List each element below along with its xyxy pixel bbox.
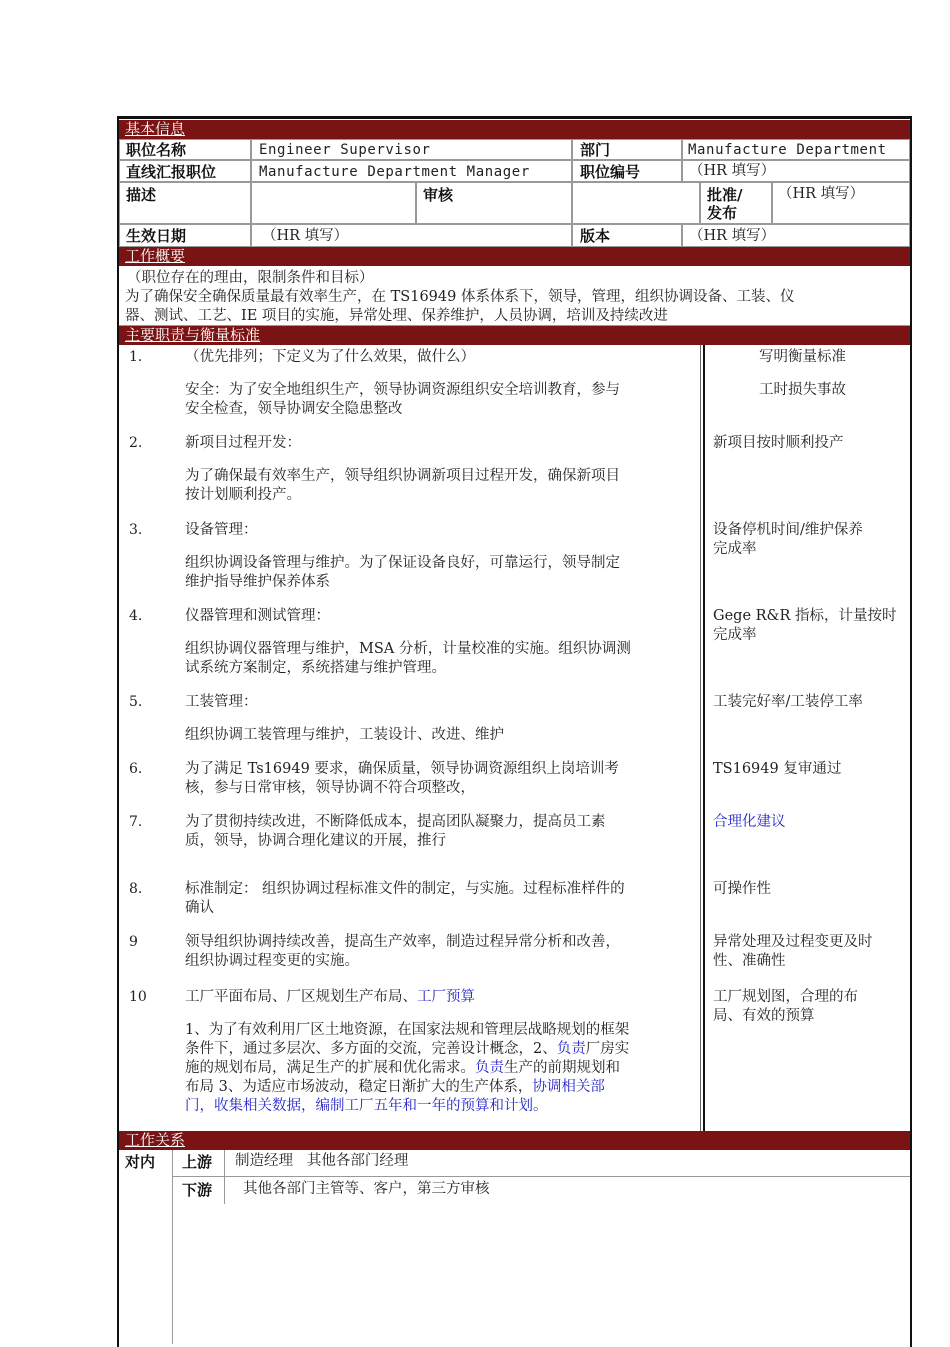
- report-to-label-cell: [119, 160, 251, 182]
- duty-10-line-4a: 布局 3、为适应市场波动，稳定日渐扩大的生产体系，: [185, 1079, 533, 1095]
- description-value-cell: [251, 182, 416, 224]
- duty-10-line-4: [185, 1078, 605, 1097]
- duty-8-line-2: 确认: [185, 900, 214, 916]
- duty-8-line-1: 标准制定： 组织协调过程标准文件的制定，与实施。过程标准样件的: [185, 881, 625, 897]
- duty-num-5: 5.: [129, 694, 143, 710]
- review-label-cell: [416, 182, 572, 224]
- duty-9-line-1: 领导组织协调持续改善，提高生产效率，制造过程异常分析和改善，: [185, 934, 620, 950]
- summary-band: [119, 247, 910, 266]
- downstream-value: 其他各部门主管等、客户，第三方审核: [243, 1181, 490, 1197]
- duty-9-measure-line-2: 性、准确性: [713, 953, 786, 969]
- duty-10-line-4b: 协调相关部: [532, 1079, 605, 1095]
- duty-10-line-3: [185, 1059, 620, 1078]
- summary-line-1: （职位存在的理由，限制条件和目标）: [127, 270, 374, 286]
- duty-10-line-3a: 施的规划布局，满足生产的扩展和优化需求。: [185, 1060, 475, 1076]
- duty-9-line-2: 组织协调过程变更的实施。: [185, 953, 359, 969]
- report-to-value: Manufacture Department Manager: [259, 164, 530, 180]
- summary-title: 工作概要: [125, 247, 186, 265]
- position-code-label: 职位编号: [580, 163, 641, 181]
- summary-box: [119, 266, 910, 326]
- duty-3-measure-line-2: 完成率: [713, 541, 757, 557]
- duty-num-2: 2.: [129, 435, 143, 451]
- position-name-value: Engineer Supervisor: [259, 142, 431, 158]
- duty-10-line-1: 1、为了有效利用厂区土地资源，在国家法规和管理层战略规划的框架: [185, 1022, 630, 1038]
- description-label-cell: [119, 182, 251, 224]
- position-code-value-cell: [682, 160, 910, 182]
- duties-band: [119, 326, 910, 345]
- duty-7-line-2: 质，领导，协调合理化建议的开展，推行: [185, 833, 446, 849]
- duty-10-line-3c: 生产的前期规划和: [504, 1060, 620, 1076]
- duty-num-1: 1.: [129, 349, 143, 365]
- department-label-cell: [572, 139, 682, 160]
- basic-info-title: 基本信息: [125, 120, 186, 138]
- duty-10-line-2a: 条件下，通过多层次、多方面的交流，完善设计概念，2、: [185, 1041, 557, 1057]
- duty-9-measure-line-1: 异常处理及过程变更及时: [713, 934, 873, 950]
- duty-2-line-2: 按计划顺利投产。: [185, 487, 301, 503]
- approve-label-cell: [700, 182, 772, 224]
- duty-2-measure: 新项目按时顺利投产: [713, 435, 844, 451]
- version-value-cell: [682, 224, 910, 247]
- position-name-value-cell: [251, 139, 572, 160]
- duty-1-measure: 工时损失事故: [759, 382, 846, 398]
- duty-6-line-1: 为了满足 Ts16949 要求，确保质量，领导协调资源组织上岗培训考: [185, 761, 619, 777]
- duty-10-measure-line-2: 局、有效的预算: [713, 1008, 815, 1024]
- position-name-label-cell: [119, 139, 251, 160]
- version-label-cell: [572, 224, 682, 247]
- version-label: 版本: [580, 227, 611, 245]
- downstream-label: 下游: [182, 1181, 213, 1199]
- duty-10-line-2: [185, 1040, 629, 1059]
- duty-2-line-1: 为了确保最有效率生产，领导组织协调新项目过程开发，确保新项目: [185, 468, 620, 484]
- upstream-value: 制造经理 其他各部门经理: [235, 1153, 409, 1169]
- duty-num-7: 7.: [129, 814, 143, 830]
- duty-2-title: 新项目过程开发：: [185, 435, 301, 451]
- description-label: 描述: [126, 186, 157, 204]
- duty-3-line-1: 组织协调设备管理与维护。为了保证设备良好，可靠运行，领导制定: [185, 555, 620, 571]
- relations-band: [119, 1131, 910, 1150]
- duty-num-4: 4.: [129, 608, 143, 624]
- department-value-cell: [682, 139, 910, 160]
- relations-divider-2: [224, 1150, 225, 1204]
- duty-4-measure-line-2: 完成率: [713, 627, 757, 643]
- duty-num-9: 9: [129, 934, 138, 950]
- department-label: 部门: [580, 141, 611, 159]
- duty-8-measure: 可操作性: [713, 881, 771, 897]
- position-code-value: （HR 填写）: [689, 163, 776, 179]
- approve-label-line1: 批准/: [707, 186, 743, 204]
- duty-4-measure-line-1: Gege R&R 指标，计量按时: [713, 608, 897, 624]
- duties-header-measure: 写明衡量标准: [759, 349, 846, 365]
- relations-divider-1: [172, 1150, 173, 1344]
- report-to-value-cell: [251, 160, 572, 182]
- position-name-label: 职位名称: [126, 141, 187, 159]
- internal-label: 对内: [125, 1153, 156, 1171]
- duty-10-line-3b: 负责: [475, 1060, 504, 1076]
- duty-10-measure-line-1: 工厂规划图，合理的布: [713, 989, 858, 1005]
- version-value: （HR 填写）: [689, 228, 776, 244]
- duty-10-line-5: 门，收集相关数据，编制工厂五年和一年的预算和计划。: [185, 1098, 548, 1114]
- duty-6-line-2: 核，参与日常审核，领导协调不符合项整改，: [185, 780, 475, 796]
- duty-10-line-2b: 负责: [556, 1041, 586, 1057]
- duty-4-line-2: 试系统方案制定，系统搭建与维护管理。: [185, 660, 446, 676]
- duty-10-line-2c: 厂房实: [585, 1041, 630, 1057]
- effective-date-label: 生效日期: [126, 227, 187, 245]
- position-code-label-cell: [572, 160, 682, 182]
- duty-3-measure-line-1: 设备停机时间/维护保养: [713, 522, 863, 538]
- duties-divider-left: [700, 345, 701, 1131]
- duty-6-measure: TS16949 复审通过: [713, 761, 842, 777]
- duty-10-title-b: 工厂预算: [417, 989, 475, 1005]
- duty-10-title: [185, 988, 475, 1007]
- relations-table: [119, 1150, 910, 1344]
- duty-num-6: 6.: [129, 761, 143, 777]
- duty-4-line-1: 组织协调仪器管理与维护，MSA 分析，计量校准的实施。组织协调测: [185, 641, 631, 657]
- duty-5-title: 工装管理：: [185, 694, 258, 710]
- duty-7-measure: 合理化建议: [713, 814, 786, 830]
- approve-label-line2: 发布: [707, 204, 738, 222]
- effective-date-value-cell: [251, 224, 572, 247]
- duty-3-title: 设备管理：: [185, 522, 258, 538]
- duty-1-line-2: 安全检查，领导协调安全隐患整改: [185, 401, 403, 417]
- summary-line-2: 为了确保安全确保质量最有效率生产，在 TS16949 体系体系下，领导，管理，组织协调设备、工装、仪: [125, 289, 795, 305]
- duty-7-line-1: 为了贯彻持续改进，不断降低成本，提高团队凝聚力，提高员工素: [185, 814, 606, 830]
- duties-title: 主要职责与衡量标准: [125, 326, 261, 344]
- duties-table: [119, 345, 910, 1131]
- duty-num-3: 3.: [129, 522, 143, 538]
- duty-3-line-2: 维护指导维护保养体系: [185, 574, 330, 590]
- duties-header-text: （优先排列；下定义为了什么效果，做什么）: [185, 349, 475, 365]
- effective-date-value: （HR 填写）: [262, 228, 349, 244]
- relations-row-divider: [172, 1176, 910, 1177]
- department-value: Manufacture Department: [688, 142, 887, 158]
- report-to-label: 直线汇报职位: [126, 163, 217, 181]
- duty-4-title: 仪器管理和测试管理：: [185, 608, 330, 624]
- relations-title: 工作关系: [125, 1131, 186, 1149]
- effective-date-label-cell: [119, 224, 251, 247]
- duty-10-title-a: 工厂平面布局、厂区规划生产布局、: [185, 989, 417, 1005]
- duties-divider-right: [703, 345, 705, 1131]
- duty-1-line-1: 安全：为了安全地组织生产，领导协调资源组织安全培训教育，参与: [185, 382, 620, 398]
- basic-info-band: [119, 120, 910, 139]
- duty-5-line-1: 组织协调工装管理与维护，工装设计、改进、维护: [185, 727, 504, 743]
- upstream-label: 上游: [182, 1153, 213, 1171]
- approve-value-cell: [772, 182, 910, 224]
- duty-num-8: 8.: [129, 881, 143, 897]
- summary-line-3: 器、测试、工艺、IE 项目的实施，异常处理、保养维护，人员协调，培训及持续改进: [125, 308, 668, 324]
- review-label: 审核: [423, 186, 454, 204]
- duty-5-measure: 工装完好率/工装停工率: [713, 694, 863, 710]
- duty-num-10: 10: [129, 989, 147, 1005]
- review-value-cell: [572, 182, 700, 224]
- approve-value: （HR 填写）: [778, 186, 865, 202]
- job-description-document: [117, 116, 912, 1344]
